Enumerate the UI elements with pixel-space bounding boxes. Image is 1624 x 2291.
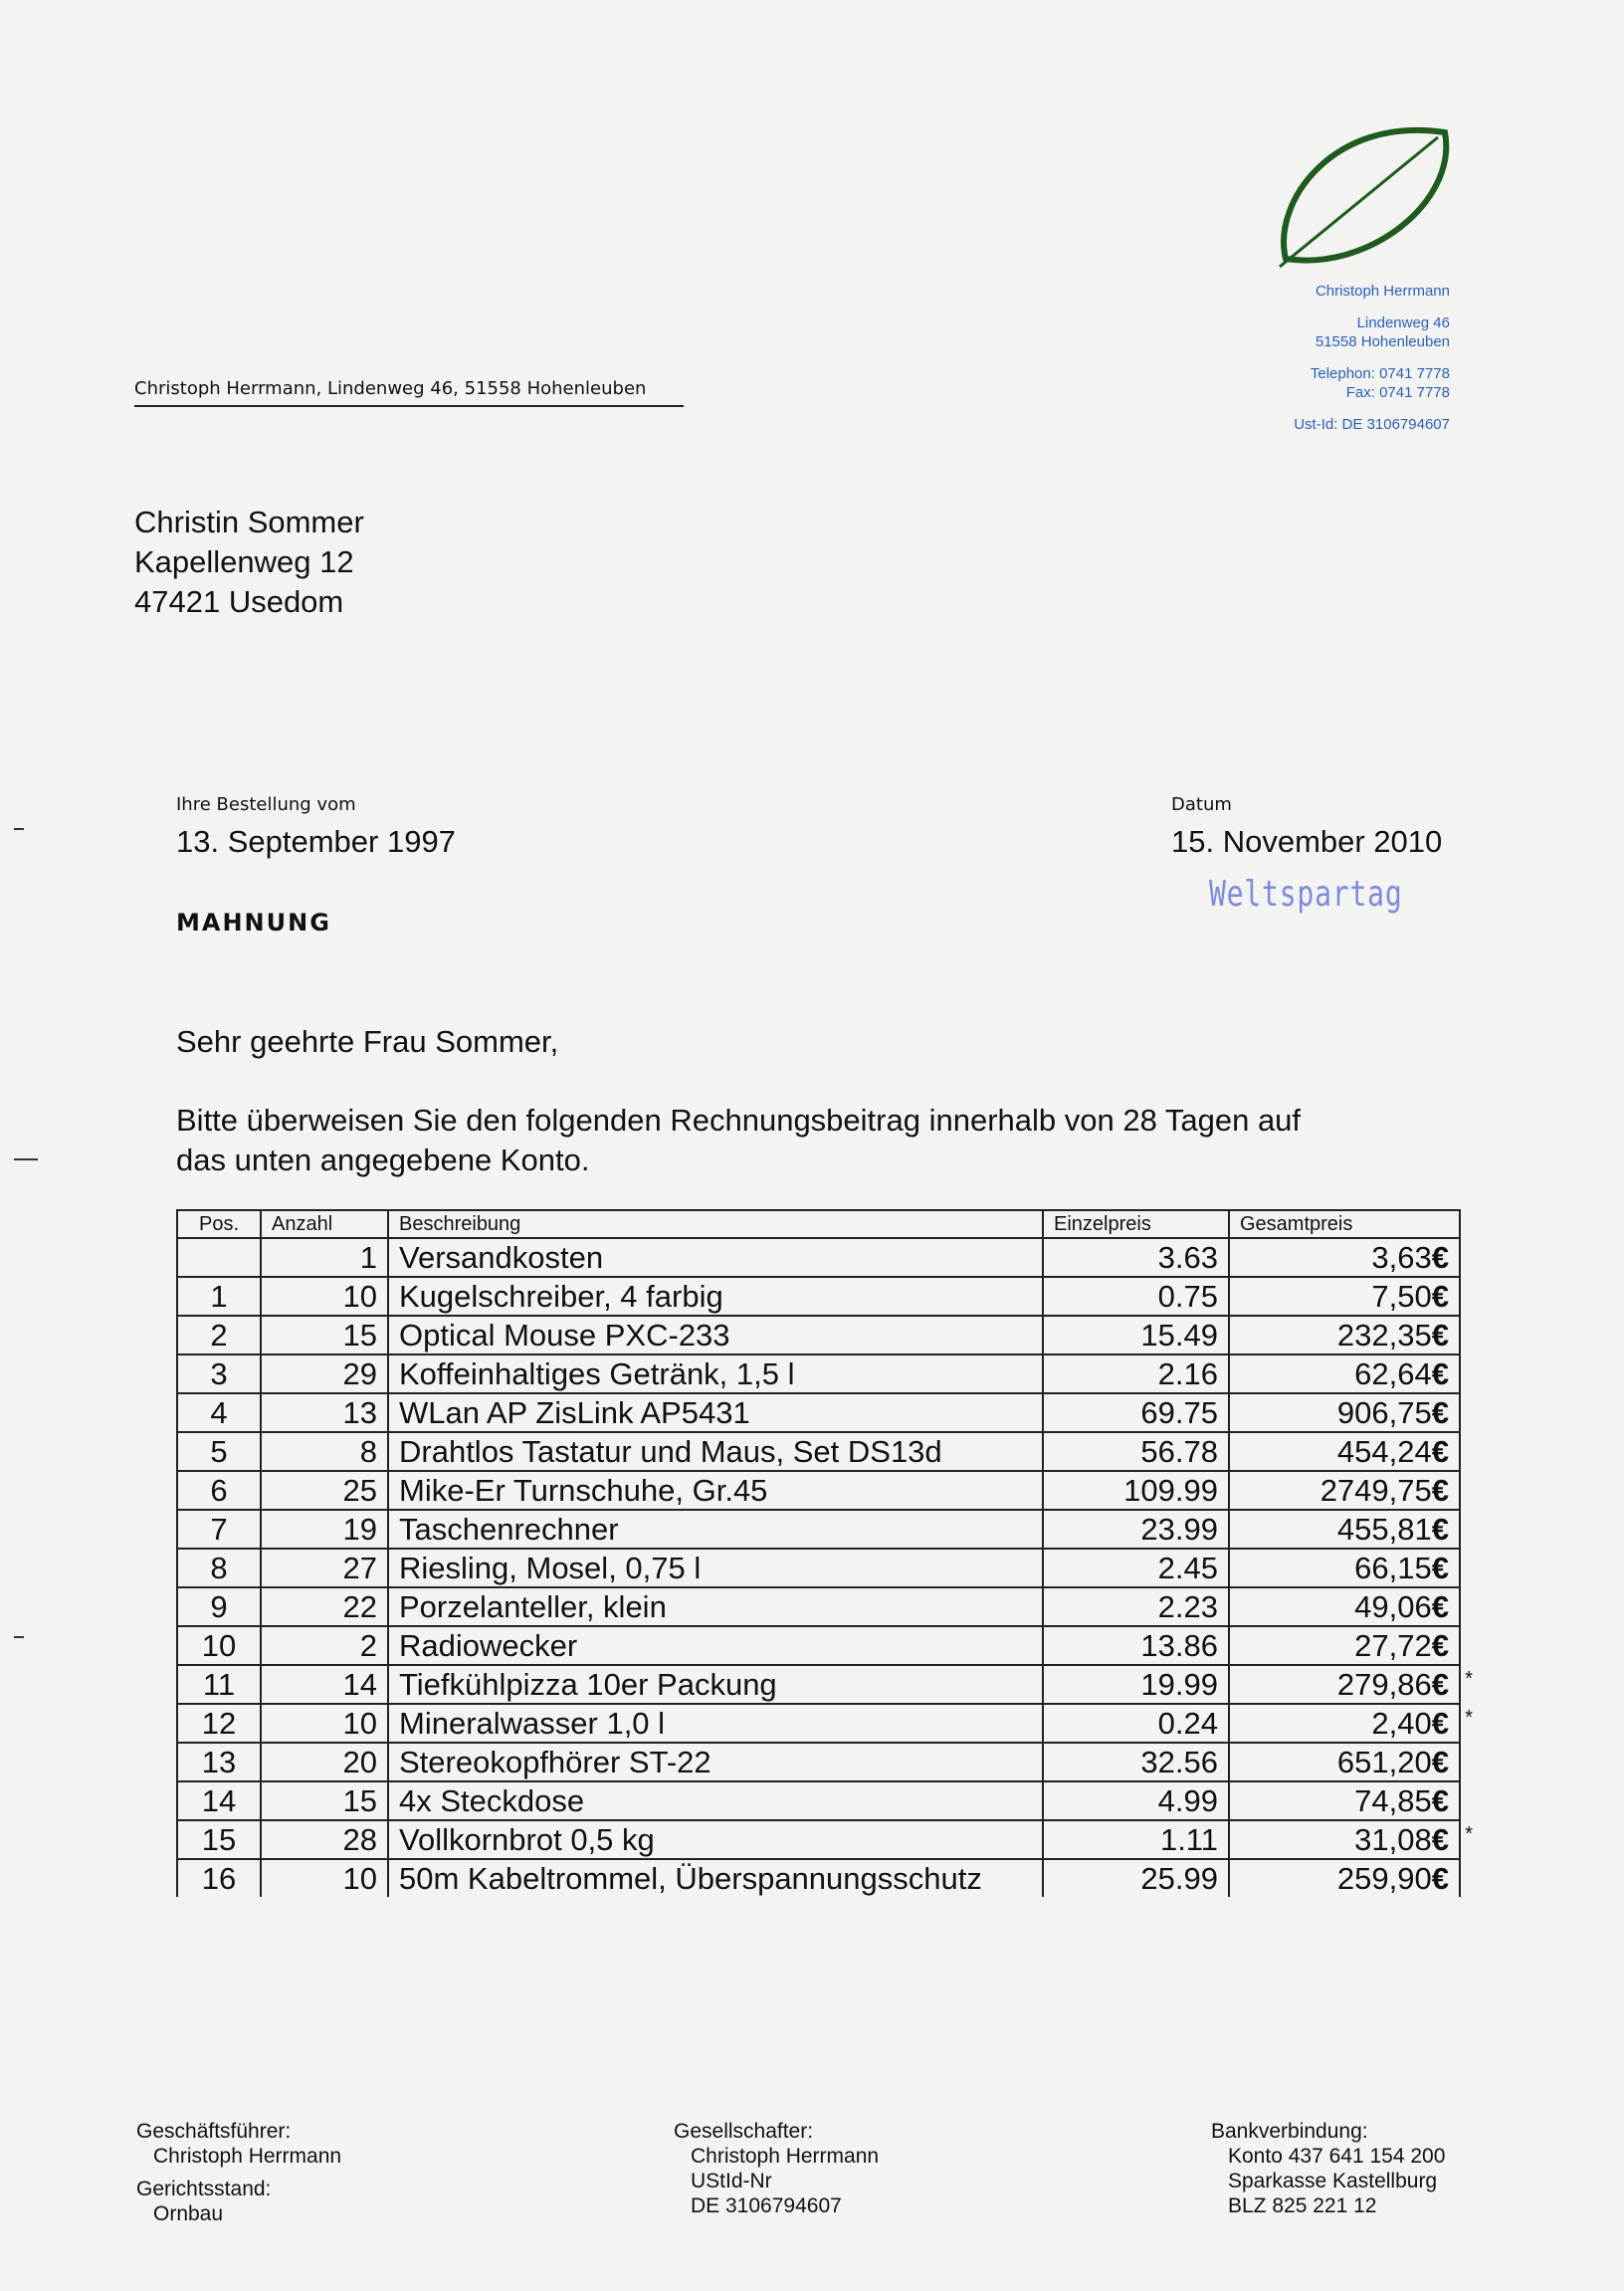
euro-symbol: €	[1431, 1511, 1449, 1547]
cell-qty: 15	[261, 1781, 388, 1820]
table-row	[177, 1316, 1460, 1354]
date-stamp: Weltspartag	[1209, 874, 1403, 915]
sender-fax: Fax: 0741 7778	[1345, 384, 1450, 401]
cell-desc: Vollkornbrot 0,5 kg	[388, 1820, 1043, 1859]
cell-unit-price: 2.45	[1043, 1549, 1229, 1587]
cell-pos: 9	[177, 1587, 261, 1626]
cell-desc: Taschenrechner	[388, 1510, 1043, 1549]
cell-total-price	[1229, 1354, 1460, 1393]
table-row	[177, 1277, 1460, 1316]
footer-partner-label: Gesellschafter:	[674, 2120, 814, 2143]
leaf-logo-icon	[1274, 107, 1453, 272]
cell-total-price	[1229, 1471, 1460, 1510]
cell-desc: Mike-Er Turnschuhe, Gr.45	[388, 1471, 1043, 1510]
cell-qty: 29	[261, 1354, 388, 1393]
cell-total-price	[1229, 1393, 1460, 1432]
cell-qty: 25	[261, 1471, 388, 1510]
order-date: 13. September 1997	[176, 824, 456, 859]
cell-qty: 13	[261, 1393, 388, 1432]
fold-mark	[14, 828, 24, 830]
cell-unit-price: 15.49	[1043, 1316, 1229, 1354]
footer-bank	[1211, 2119, 1445, 2218]
table-row	[177, 1432, 1460, 1471]
total-amount: 279,86	[1336, 1666, 1432, 1702]
cell-qty: 2	[261, 1626, 388, 1665]
total-amount: 3,63	[1371, 1239, 1432, 1275]
cell-desc: Porzelanteller, klein	[388, 1587, 1043, 1626]
cell-total-price	[1229, 1316, 1460, 1354]
cell-pos: 16	[177, 1859, 261, 1897]
cell-unit-price: 25.99	[1043, 1859, 1229, 1897]
table-header-row	[177, 1210, 1460, 1238]
total-amount: 232,35	[1336, 1317, 1432, 1353]
footnote-mark: *	[1465, 1823, 1473, 1845]
table-row	[177, 1393, 1460, 1432]
cell-qty: 8	[261, 1432, 388, 1471]
cell-unit-price: 0.24	[1043, 1704, 1229, 1743]
recipient-name: Christin Sommer	[134, 505, 364, 539]
total-amount: 455,81	[1336, 1511, 1432, 1547]
cell-qty: 19	[261, 1510, 388, 1549]
footer-vat-label: UStId-Nr	[691, 2170, 772, 2192]
cell-desc: Tiefkühlpizza 10er Packung	[388, 1665, 1043, 1704]
euro-symbol: €	[1431, 1744, 1449, 1779]
salutation: Sehr geehrte Frau Sommer,	[176, 1024, 559, 1059]
letterhead-sender	[1294, 282, 1450, 434]
cell-desc: Drahtlos Tastatur und Maus, Set DS13d	[388, 1432, 1043, 1471]
footnote-mark: *	[1465, 1707, 1473, 1729]
header-unit-price: Einzelpreis	[1043, 1210, 1229, 1238]
table-row	[177, 1859, 1460, 1897]
cell-pos: 6	[177, 1471, 261, 1510]
footer-court-label: Gerichtsstand:	[136, 2178, 272, 2200]
euro-symbol: €	[1431, 1317, 1449, 1353]
footer-bank-code: BLZ 825 221 12	[1228, 2194, 1377, 2217]
cell-total-price	[1229, 1704, 1473, 1743]
footer-bank-name: Sparkasse Kastellburg	[1228, 2170, 1438, 2192]
euro-symbol: €	[1431, 1821, 1449, 1857]
cell-qty: 14	[261, 1665, 388, 1704]
euro-symbol: €	[1431, 1278, 1449, 1314]
cell-total-price	[1229, 1549, 1460, 1587]
table-row	[177, 1354, 1460, 1393]
body-line-2: das unten angegebene Konto.	[176, 1143, 590, 1177]
footnote-mark: *	[1465, 1668, 1473, 1690]
cell-desc: 50m Kabeltrommel, Überspannungsschutz	[388, 1859, 1043, 1897]
total-amount: 62,64	[1354, 1355, 1432, 1391]
cell-pos: 4	[177, 1393, 261, 1432]
cell-desc: Kugelschreiber, 4 farbig	[388, 1277, 1043, 1316]
table-row	[177, 1820, 1460, 1859]
table-row	[177, 1238, 1460, 1277]
cell-pos: 8	[177, 1549, 261, 1587]
cell-desc: Optical Mouse PXC-233	[388, 1316, 1043, 1354]
header-total-price: Gesamtpreis	[1229, 1210, 1460, 1238]
cell-desc: Stereokopfhörer ST-22	[388, 1743, 1043, 1781]
cell-qty: 20	[261, 1743, 388, 1781]
cell-desc: 4x Steckdose	[388, 1781, 1043, 1820]
cell-unit-price: 19.99	[1043, 1665, 1229, 1704]
cell-qty: 1	[261, 1238, 388, 1277]
total-amount: 31,08	[1354, 1821, 1432, 1857]
letter-subject: MAHNUNG	[176, 909, 331, 937]
cell-pos	[177, 1238, 261, 1277]
cell-unit-price: 109.99	[1043, 1471, 1229, 1510]
footer-vat-number: DE 3106794607	[691, 2194, 842, 2217]
footer-partners	[674, 2119, 879, 2218]
recipient-city: 47421 Usedom	[134, 584, 344, 619]
euro-symbol: €	[1431, 1666, 1449, 1702]
letter-date: 15. November 2010	[1171, 824, 1443, 859]
cell-unit-price: 3.63	[1043, 1238, 1229, 1277]
cell-total-price	[1229, 1510, 1460, 1549]
euro-symbol: €	[1431, 1550, 1449, 1585]
cell-total-price	[1229, 1859, 1460, 1897]
total-amount: 49,06	[1354, 1588, 1432, 1624]
cell-total-price	[1229, 1587, 1460, 1626]
footer-bank-label: Bankverbindung:	[1211, 2120, 1368, 2143]
footer-ceo-name: Christoph Herrmann	[153, 2145, 342, 2168]
return-address: Christoph Herrmann, Lindenweg 46, 51558 Hohenleuben	[134, 378, 684, 407]
total-amount: 66,15	[1354, 1550, 1432, 1585]
sender-phone: Telephon: 0741 7778	[1310, 365, 1450, 382]
cell-qty: 22	[261, 1587, 388, 1626]
euro-symbol: €	[1431, 1394, 1449, 1430]
sender-city: 51558 Hohenleuben	[1315, 333, 1450, 350]
total-amount: 906,75	[1336, 1394, 1432, 1430]
cell-unit-price: 2.16	[1043, 1354, 1229, 1393]
sender-vat: Ust-Id: DE 3106794607	[1294, 416, 1450, 433]
cell-pos: 1	[177, 1277, 261, 1316]
total-amount: 2749,75	[1320, 1472, 1432, 1508]
cell-unit-price: 2.23	[1043, 1587, 1229, 1626]
fold-mark	[14, 1636, 24, 1638]
letter-body	[176, 1101, 1450, 1180]
cell-total-price	[1229, 1665, 1473, 1704]
cell-pos: 12	[177, 1704, 261, 1743]
cell-qty: 10	[261, 1859, 388, 1897]
euro-symbol: €	[1431, 1860, 1449, 1896]
punch-mark	[14, 1158, 38, 1160]
table-row	[177, 1665, 1460, 1704]
table-row	[177, 1743, 1460, 1781]
order-date-label: Ihre Bestellung vom	[176, 794, 356, 815]
euro-symbol: €	[1431, 1627, 1449, 1663]
table-row	[177, 1510, 1460, 1549]
recipient-address	[134, 503, 364, 622]
total-amount: 74,85	[1354, 1782, 1432, 1818]
cell-unit-price: 56.78	[1043, 1432, 1229, 1471]
footer-management	[136, 2119, 341, 2226]
cell-pos: 13	[177, 1743, 261, 1781]
table-row	[177, 1626, 1460, 1665]
footer-bank-account: Konto 437 641 154 200	[1228, 2145, 1446, 2168]
euro-symbol: €	[1431, 1433, 1449, 1469]
euro-symbol: €	[1431, 1355, 1449, 1391]
cell-unit-price: 32.56	[1043, 1743, 1229, 1781]
total-amount: 454,24	[1336, 1433, 1432, 1469]
cell-total-price	[1229, 1820, 1473, 1859]
total-amount: 651,20	[1336, 1744, 1432, 1779]
cell-desc: Mineralwasser 1,0 l	[388, 1704, 1043, 1743]
cell-total-price	[1229, 1626, 1460, 1665]
cell-qty: 10	[261, 1704, 388, 1743]
cell-qty: 10	[261, 1277, 388, 1316]
header-desc: Beschreibung	[388, 1210, 1043, 1238]
cell-unit-price: 23.99	[1043, 1510, 1229, 1549]
cell-total-price	[1229, 1432, 1460, 1471]
cell-total-price	[1229, 1781, 1460, 1820]
cell-unit-price: 4.99	[1043, 1781, 1229, 1820]
table-row	[177, 1587, 1460, 1626]
recipient-street: Kapellenweg 12	[134, 544, 354, 579]
cell-total-price	[1229, 1743, 1460, 1781]
cell-qty: 15	[261, 1316, 388, 1354]
cell-unit-price: 1.11	[1043, 1820, 1229, 1859]
cell-total-price	[1229, 1238, 1460, 1277]
cell-unit-price: 0.75	[1043, 1277, 1229, 1316]
cell-qty: 28	[261, 1820, 388, 1859]
euro-symbol: €	[1431, 1782, 1449, 1818]
cell-desc: Riesling, Mosel, 0,75 l	[388, 1549, 1043, 1587]
table-row	[177, 1549, 1460, 1587]
letter-date-label: Datum	[1171, 794, 1232, 815]
cell-pos: 11	[177, 1665, 261, 1704]
sender-street: Lindenweg 46	[1356, 314, 1450, 331]
table-row	[177, 1704, 1460, 1743]
cell-pos: 3	[177, 1354, 261, 1393]
footer-court-value: Ornbau	[153, 2202, 224, 2225]
footer-partner-name: Christoph Herrmann	[691, 2145, 880, 2168]
cell-pos: 10	[177, 1626, 261, 1665]
cell-desc: Radiowecker	[388, 1626, 1043, 1665]
euro-symbol: €	[1431, 1239, 1449, 1275]
invoice-table	[176, 1209, 1473, 1897]
table-row	[177, 1781, 1460, 1820]
total-amount: 7,50	[1371, 1278, 1432, 1314]
header-pos: Pos.	[177, 1210, 261, 1238]
cell-desc: WLan AP ZisLink AP5431	[388, 1393, 1043, 1432]
cell-total-price	[1229, 1277, 1460, 1316]
euro-symbol: €	[1431, 1472, 1449, 1508]
cell-qty: 27	[261, 1549, 388, 1587]
euro-symbol: €	[1431, 1588, 1449, 1624]
euro-symbol: €	[1431, 1705, 1449, 1741]
cell-pos: 2	[177, 1316, 261, 1354]
cell-desc: Versandkosten	[388, 1238, 1043, 1277]
cell-unit-price: 69.75	[1043, 1393, 1229, 1432]
total-amount: 27,72	[1354, 1627, 1432, 1663]
footer-ceo-label: Geschäftsführer:	[136, 2120, 292, 2143]
cell-pos: 5	[177, 1432, 261, 1471]
table-row	[177, 1471, 1460, 1510]
total-amount: 2,40	[1371, 1705, 1432, 1741]
cell-pos: 7	[177, 1510, 261, 1549]
cell-pos: 14	[177, 1781, 261, 1820]
cell-pos: 15	[177, 1820, 261, 1859]
body-line-1: Bitte überweisen Sie den folgenden Rechnungsbeitrag innerhalb von 28 Tagen auf	[176, 1103, 1302, 1138]
header-qty: Anzahl	[261, 1210, 388, 1238]
total-amount: 259,90	[1336, 1860, 1432, 1896]
sender-name: Christoph Herrmann	[1315, 283, 1450, 300]
cell-desc: Koffeinhaltiges Getränk, 1,5 l	[388, 1354, 1043, 1393]
cell-unit-price: 13.86	[1043, 1626, 1229, 1665]
